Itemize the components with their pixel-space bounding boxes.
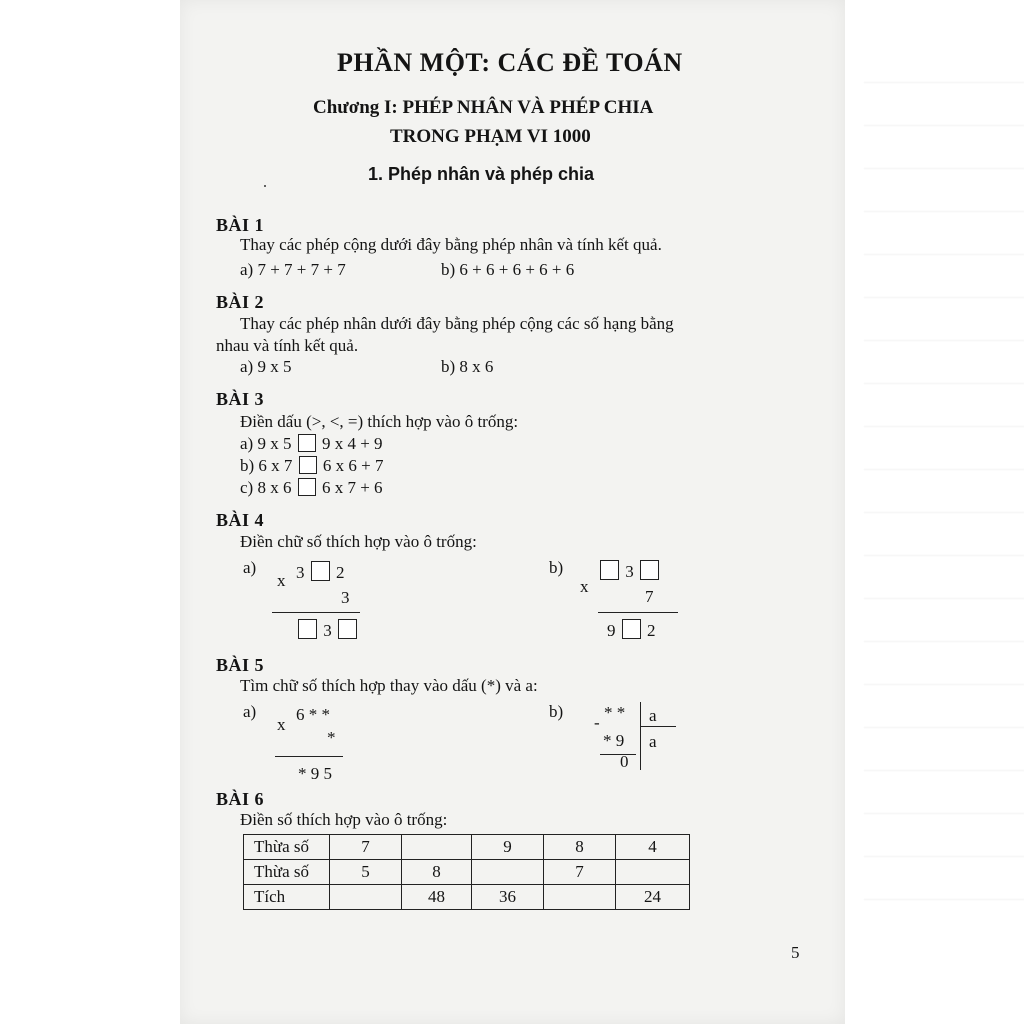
table-cell[interactable]: 5 (330, 860, 402, 885)
subtraction-line (600, 754, 636, 755)
bai5-b-quotient: a (649, 732, 657, 751)
table-cell[interactable]: 7 (330, 835, 402, 860)
bai3-row-c-right: 6 x 7 + 6 (321, 478, 383, 497)
table-cell[interactable]: 9 (472, 835, 544, 860)
bai4-title: BÀI 4 (216, 510, 265, 530)
digit: 9 (607, 621, 616, 640)
bai3-row-a-left: a) 9 x 5 (240, 434, 292, 453)
bai3-row-b (240, 456, 384, 476)
bai5-b-subtrahend: * 9 (603, 731, 625, 750)
product-line (275, 756, 343, 757)
table-cell[interactable] (616, 860, 690, 885)
bai5-title: BÀI 5 (216, 655, 265, 675)
table-row (244, 885, 690, 910)
digit: 3 (323, 621, 332, 640)
table-cell[interactable] (330, 885, 402, 910)
answer-box[interactable] (600, 560, 619, 580)
bai1-a: a) 7 + 7 + 7 + 7 (240, 260, 346, 279)
bai3-row-c (240, 478, 383, 498)
answer-box[interactable] (338, 619, 357, 639)
bai6-text: Điền số thích hợp vào ô trống: (240, 810, 448, 829)
speck (264, 185, 266, 187)
opposite-page-edge (845, 0, 1024, 1024)
part-title: PHẦN MỘT: CÁC ĐỀ TOÁN (337, 48, 683, 77)
bai5-text: Tìm chữ số thích hợp thay vào dấu (*) và a: (240, 676, 538, 695)
table-cell[interactable]: 48 (402, 885, 472, 910)
bai3-row-b-left: b) 6 x 7 (240, 456, 293, 475)
answer-box[interactable] (298, 619, 317, 639)
table-cell[interactable] (544, 885, 616, 910)
bai4-b-multiplier: 7 (645, 587, 654, 606)
bai1-title: BÀI 1 (216, 215, 265, 235)
table-cell[interactable] (472, 860, 544, 885)
chapter-subtitle: TRONG PHẠM VI 1000 (390, 126, 591, 147)
bai3-row-a (240, 434, 383, 454)
bai3-title: BÀI 3 (216, 389, 265, 409)
division-bar (640, 702, 641, 770)
bai5-b-label: b) (549, 702, 564, 721)
row-header: Tích (244, 885, 330, 910)
table-cell[interactable]: 36 (472, 885, 544, 910)
bai5-b-divisor: a (649, 706, 657, 725)
digit: 2 (336, 563, 345, 582)
answer-box[interactable] (298, 434, 316, 452)
bai5-a-label: a) (243, 702, 257, 721)
chapter-title: Chương I: PHÉP NHÂN VÀ PHÉP CHIA (313, 97, 654, 118)
page-number: 5 (791, 943, 800, 962)
digit: 3 (296, 563, 305, 582)
bai4-a-top (296, 561, 345, 583)
times-sign: x (580, 577, 589, 596)
answer-box[interactable] (299, 456, 317, 474)
bai5-b-remainder: 0 (620, 752, 629, 771)
answer-box[interactable] (311, 561, 330, 581)
bai3-row-c-left: c) 8 x 6 (240, 478, 292, 497)
bai2-text-line1: Thay các phép nhân dưới đây bằng phép cộng các số hạng bằng (240, 314, 674, 333)
bai4-a-label: a) (243, 558, 257, 577)
bai3-row-b-right: 6 x 6 + 7 (322, 456, 384, 475)
bai1-b: b) 6 + 6 + 6 + 6 + 6 (441, 260, 575, 279)
bai4-text: Điền chữ số thích hợp vào ô trống: (240, 532, 477, 551)
answer-box[interactable] (622, 619, 641, 639)
digit: 3 (625, 562, 634, 581)
bai5-a-multiplier: * (327, 728, 336, 747)
bai3-text: Điền dấu (>, <, =) thích hợp vào ô trống: (240, 412, 519, 431)
bai2-title: BÀI 2 (216, 292, 265, 312)
table-cell[interactable]: 24 (616, 885, 690, 910)
bai4-a-result (296, 619, 359, 641)
minus-sign: - (594, 713, 600, 732)
bai2-a: a) 9 x 5 (240, 357, 292, 376)
table-cell[interactable]: 7 (544, 860, 616, 885)
answer-box[interactable] (298, 478, 316, 496)
division-line (640, 726, 676, 727)
bai2-b: b) 8 x 6 (441, 357, 494, 376)
bai5-a-result: * 9 5 (298, 764, 332, 783)
table-row (244, 860, 690, 885)
times-sign: x (277, 571, 286, 590)
row-header: Thừa số (244, 835, 330, 860)
answer-box[interactable] (640, 560, 659, 580)
table-cell[interactable]: 8 (402, 860, 472, 885)
table-cell[interactable]: 4 (616, 835, 690, 860)
bai4-a-multiplier: 3 (341, 588, 350, 607)
product-line (272, 612, 360, 613)
bai5-a-top: 6 * * (296, 705, 330, 724)
times-sign: x (277, 715, 286, 734)
bai4-b-result (607, 619, 656, 641)
table-cell[interactable] (402, 835, 472, 860)
bai6-title: BÀI 6 (216, 789, 265, 809)
bai3-row-a-right: 9 x 4 + 9 (321, 434, 383, 453)
section-title: 1. Phép nhân và phép chia (368, 164, 595, 184)
bai4-b-label: b) (549, 558, 564, 577)
digit: 2 (647, 621, 656, 640)
bai6-table (243, 834, 690, 910)
bai1-text: Thay các phép cộng dưới đây bằng phép nhân và tính kết quả. (240, 235, 662, 254)
product-line (598, 612, 678, 613)
table-row (244, 835, 690, 860)
row-header: Thừa số (244, 860, 330, 885)
bai4-b-top (598, 560, 661, 582)
table-cell[interactable]: 8 (544, 835, 616, 860)
bai2-text-line2: nhau và tính kết quả. (216, 336, 359, 355)
bai5-b-dividend: * * (604, 703, 626, 722)
